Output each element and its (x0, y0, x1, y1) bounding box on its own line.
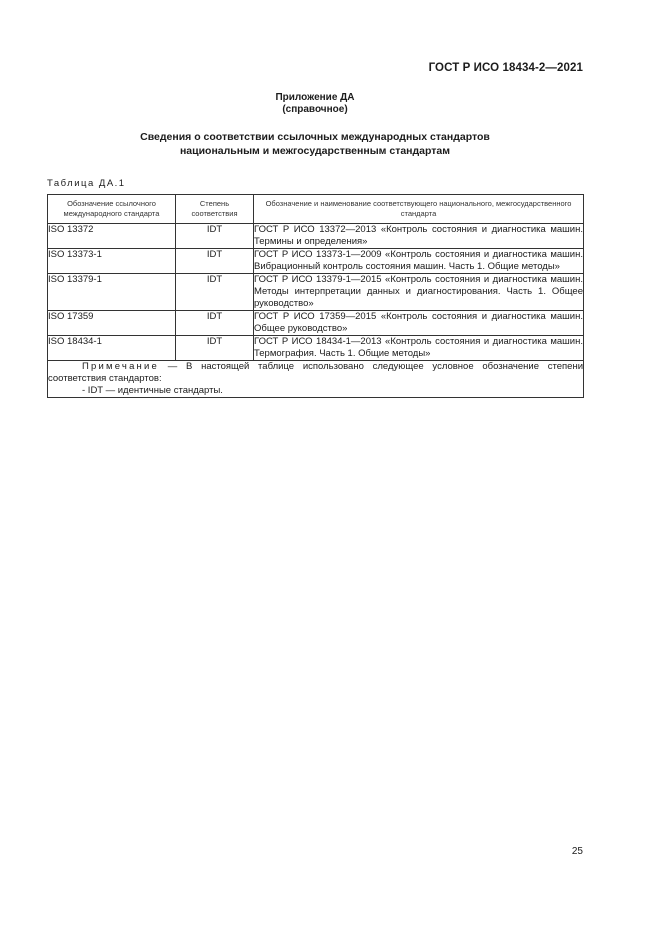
cell-standard: ISO 13379-1 (48, 274, 176, 311)
annex-heading (100, 130, 530, 158)
column-header-reference: Обозначение и наименование соответствующего национального, межгосударственного стандарта (254, 195, 584, 224)
cell-reference: ГОСТ Р ИСО 18434-1—2013 «Контроль состояния и диагностика машин. Термография. Часть 1. Общие методы» (254, 336, 583, 359)
cell-degree: IDT (176, 249, 254, 274)
note-label: Примечание (82, 361, 159, 372)
note-item: - IDT — идентичные стандарты. (82, 385, 223, 396)
table-row (48, 224, 584, 249)
table-caption: Таблица ДА.1 (47, 178, 126, 189)
cell-reference: ГОСТ Р ИСО 13373-1—2009 «Контроль состояния и диагностика машин. Вибрационный контроль состояния машин. Часть 1. Общие методы» (254, 249, 583, 272)
annex-subtitle: (справочное) (282, 104, 348, 115)
cell-standard: ISO 17359 (48, 311, 176, 336)
cell-standard: ISO 18434-1 (48, 336, 176, 361)
annex-heading-line-2: национальным и межгосударственным стандартам (179, 145, 451, 157)
cell-degree: IDT (176, 311, 254, 336)
column-header-degree: Степень соответствия (176, 195, 254, 224)
table-header-row (48, 195, 584, 224)
table-row (48, 249, 584, 274)
table-note (48, 361, 584, 398)
cell-degree: IDT (176, 336, 254, 361)
cell-reference: ГОСТ Р ИСО 17359—2015 «Контроль состояния и диагностика машин. Общее руководство» (254, 311, 583, 334)
note-text (48, 361, 583, 385)
correspondence-table (47, 194, 584, 398)
annex-title: Приложение ДА (275, 92, 355, 103)
table-row (48, 274, 584, 311)
cell-standard: ISO 13373-1 (48, 249, 176, 274)
cell-degree: IDT (176, 224, 254, 249)
table-note-row (48, 361, 584, 398)
column-header-standard: Обозначение ссылочного международного стандарта (48, 195, 176, 224)
note-body: — В настоящей таблице использовано следующее условное обозначение степени соответствия стандартов: (48, 361, 583, 384)
document-code: ГОСТ Р ИСО 18434-2—2021 (428, 62, 583, 74)
page-number: 25 (571, 846, 583, 857)
table-row (48, 311, 584, 336)
cell-standard: ISO 13372 (48, 224, 176, 249)
cell-degree: IDT (176, 274, 254, 311)
annex-heading-line-1: Сведения о соответствии ссылочных международных стандартов (140, 131, 490, 143)
table-row (48, 336, 584, 361)
cell-reference: ГОСТ Р ИСО 13372—2013 «Контроль состояния и диагностика машин. Термины и определения» (254, 224, 583, 247)
cell-reference: ГОСТ Р ИСО 13379-1—2015 «Контроль состояния и диагностика машин. Методы интерпретации данных и диагностирования. Часть 1. Общее руководство» (254, 274, 583, 309)
